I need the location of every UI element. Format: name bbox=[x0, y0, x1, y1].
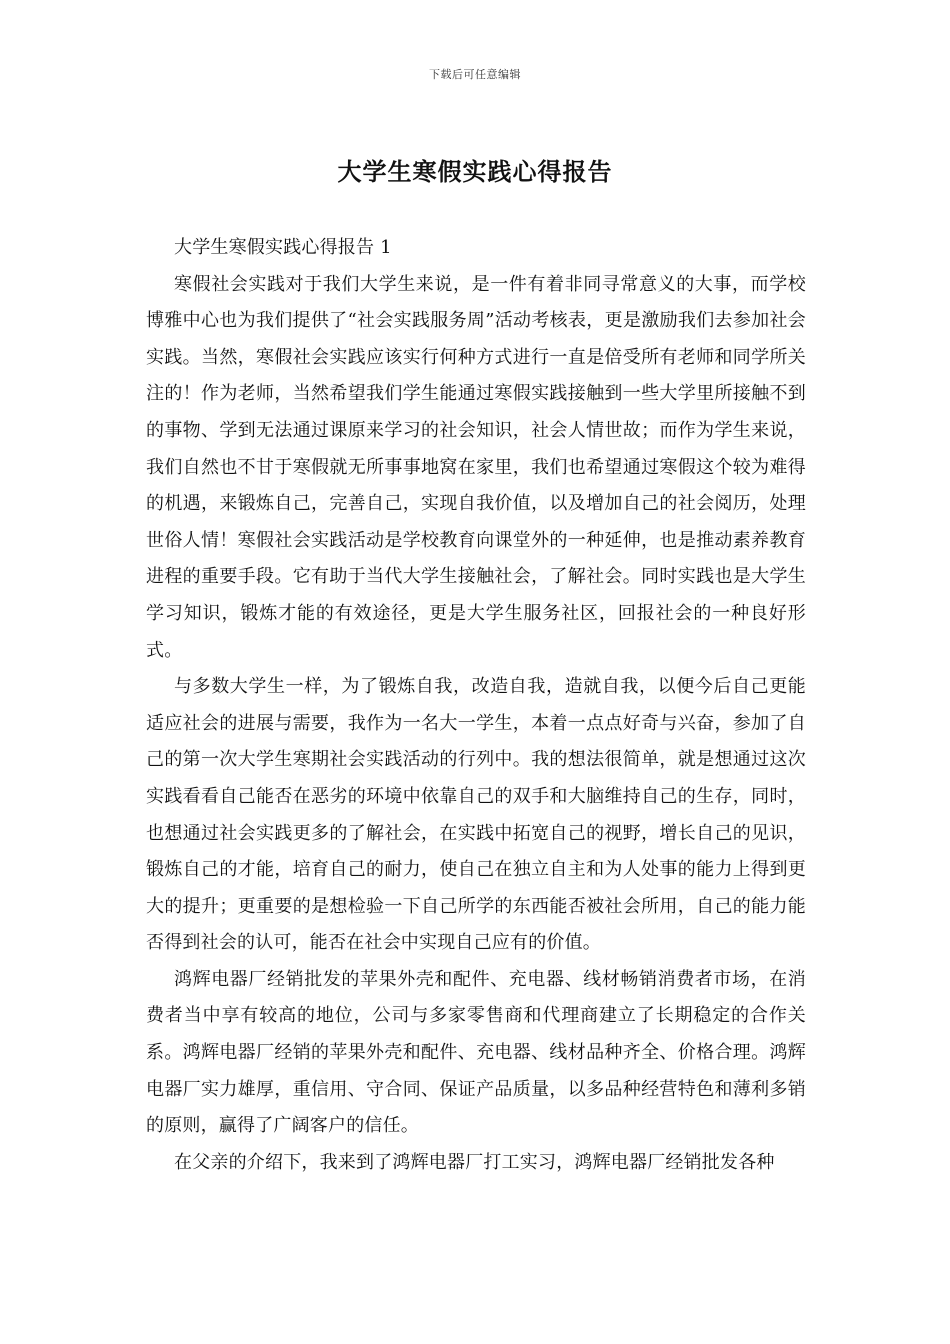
header-note: 下载后可任意编辑 bbox=[429, 68, 521, 81]
document-title: 大学生寒假实践心得报告 bbox=[337, 157, 613, 186]
section-heading: 大学生寒假实践心得报告 1 bbox=[174, 237, 392, 258]
paragraph: 寒假社会实践对于我们大学生来说，是一件有着非同寻常意义的大事，而学校博雅中心也为我们提供了“社会实践服务周”活动考核表，更是激励我们去参加社会实践。当然，寒假社会实践应该实行何种方式进行一直是倍受所有老师和同学所关注的！作为老师，当然希望我们学生能通过寒假实践接触到一些大学里所接触不到的事物、学到无法通过课原来学习的社会知识，社会人情世故；而作为学生来说，我们自然也不甘于寒假就无所事事地窝在家里，我们也希望通过寒假这个较为难得的机遇，来锻炼自己，完善自己，实现自我价值，以及增加自己的社会阅历，处理世俗人情！寒假社会实践活动是学校教育向课堂外的一种延伸，也是推动素养教育进程的重要手段。它有助于当代大学生接触社会，了解社会。同时实践也是大学生学习知识，锻炼才能的有效途径，更是大学生服务社区，回报社会的一种良好形式。 bbox=[146, 273, 806, 661]
paragraph: 鸿辉电器厂经销批发的苹果外壳和配件、充电器、线材畅销消费者市场，在消费者当中享有较高的地位，公司与多家零售商和代理商建立了长期稳定的合作关系。鸿辉电器厂经销的苹果外壳和配件、充电器、线材品种齐全、价格合理。鸿辉电器厂实力雄厚，重信用、守合同、保证产品质量，以多品种经营特色和薄利多销的原则，赢得了广阔客户的信任。 bbox=[146, 968, 806, 1137]
paragraph: 与多数大学生一样，为了锻炼自我，改造自我，造就自我，以便今后自己更能适应社会的进展与需要，我作为一名大一学生，本着一点点好奇与兴奋，参加了自己的第一次大学生寒期社会实践活动的行列中。我的想法很简单，就是想通过这次实践看看自己能否在恶劣的环境中依靠自己的双手和大脑维持自己的生存，同时，也想通过社会实践更多的了解社会，在实践中拓宽自己的视野，增长自己的见识，锻炼自己的才能，培育自己的耐力，使自己在独立自主和为人处事的能力上得到更大的提升；更重要的是想检验一下自己所学的东西能否被社会所用，自己的能力能否得到社会的认可，能否在社会中实现自己应有的价值。 bbox=[146, 676, 806, 954]
document-body bbox=[146, 230, 806, 1181]
paragraph: 在父亲的介绍下，我来到了鸿辉电器厂打工实习，鸿辉电器厂经销批发各种 bbox=[174, 1151, 775, 1173]
